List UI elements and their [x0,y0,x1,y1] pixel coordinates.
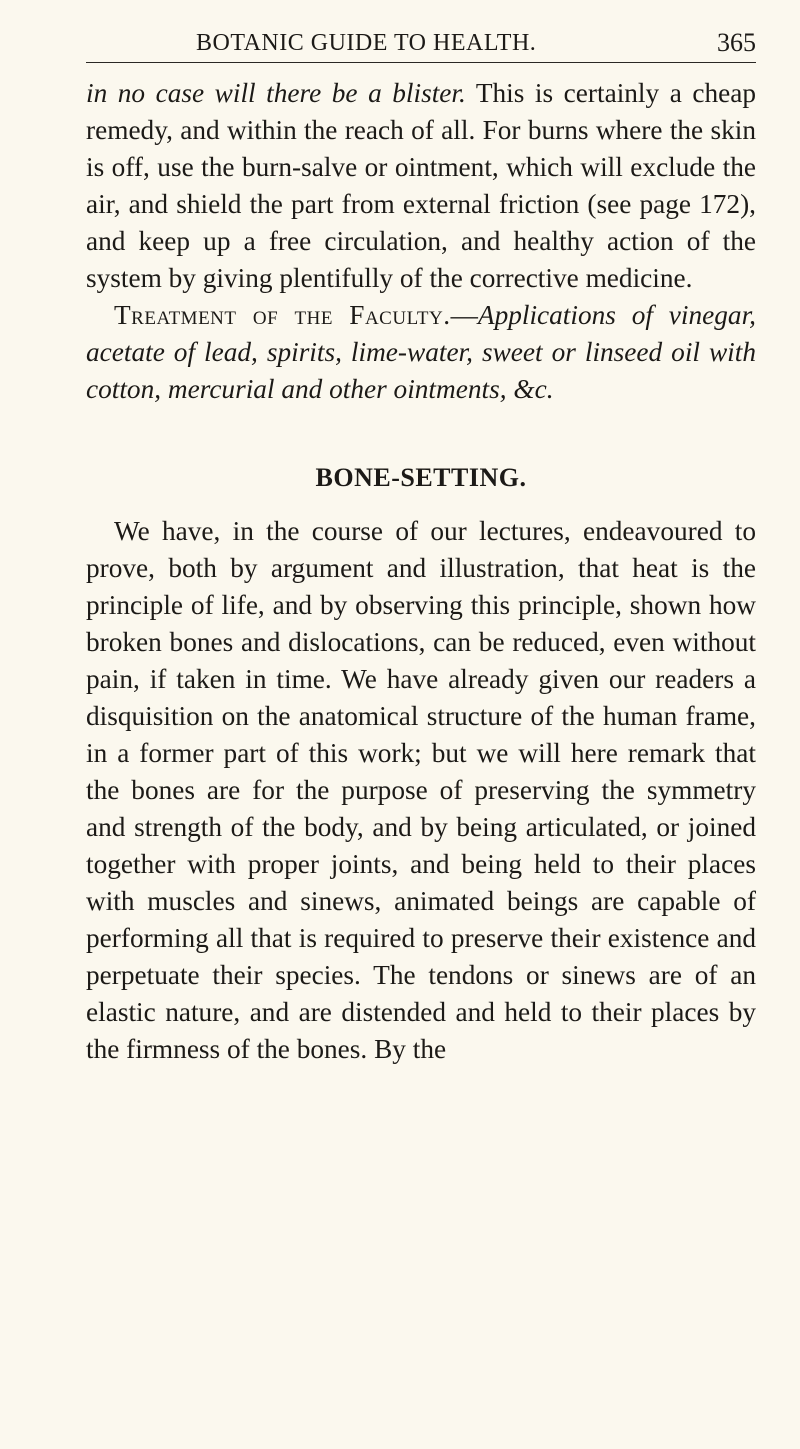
page-number: 365 [717,28,756,57]
treatment-label: Treatment of the Faculty. [114,300,451,330]
running-title: BOTANIC GUIDE TO HEALTH. [196,30,537,56]
section-heading: BONE-SETTING. [315,463,527,492]
treatment-dash: — [450,300,478,330]
intro-body-text: This is certainly a cheap remedy, and within the reach of all. For burns where the skin is off, use the burn-salve or ointment, which will exclude the air, and shield the part from external friction (see page 172), and keep up a free circulation, and healthy action of the system by giving plentifully of the corrective medicine. [86,78,756,293]
intro-italic-text: in no case will there be a blister. [86,78,466,108]
bone-setting-paragraph: We have, in the course of our lectures, endeavoured to prove, both by argument and illustration, that heat is the principle of life, and by observing this principle, shown how broken bones and dislocations, can be reduced, even without pain, if taken in time. We have already given our readers a disquisition on the anatomical structure of the human frame, in a former part of this work; but we will here remark that the bones are for the purpose of preserving the symmetry and strength of the body, and by being articulated, or joined together with proper joints, and being held to their places with muscles and sinews, animated beings are capable of performing all that is required to preserve their existence and perpetuate their species. The tendons or sinews are of an elastic nature, and are distended and held to their places by the firmness of the bones. By the [86,516,756,1064]
running-header [86,24,756,63]
treatment-paragraph [86,297,756,408]
intro-paragraph [86,75,756,297]
treatment-italic-text: Applications of vinegar, acetate of lead, spirits, lime-water, sweet or linseed oil with cotton, mercurial and other ointments, &c. [86,300,756,404]
